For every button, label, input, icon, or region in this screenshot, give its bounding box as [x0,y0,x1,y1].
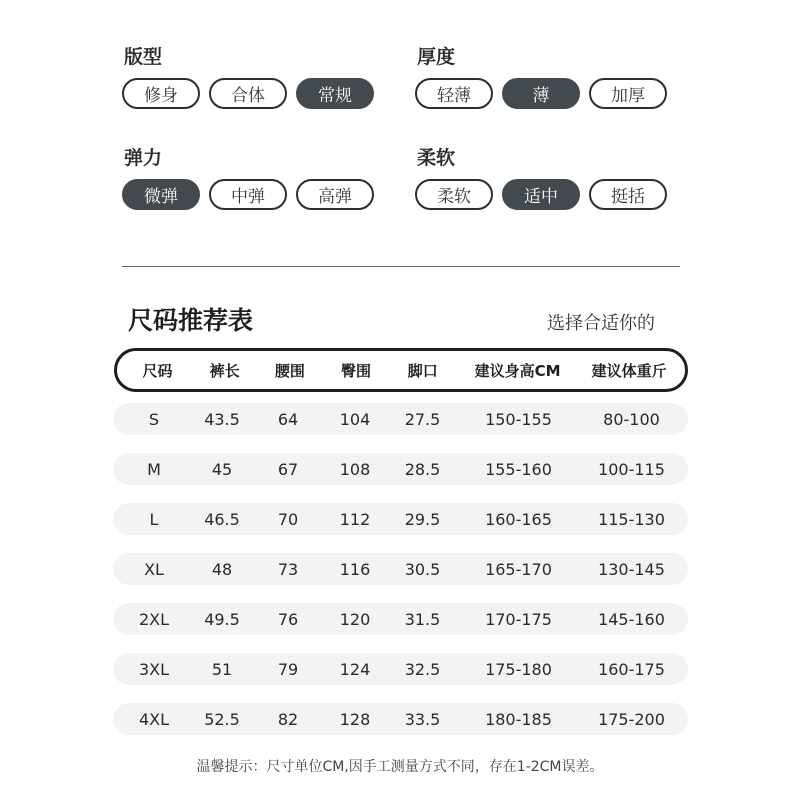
cell-leg-opening: 32.5 [404,659,441,679]
measurement-note: 温馨提示：尺寸单位CM,因手工测量方式不同，存在1-2CM误差。 [196,759,604,775]
cell-length: 49.5 [204,609,240,629]
cell-size: XL [144,559,164,579]
cell-hip: 104 [339,409,371,429]
cell-size: M [147,459,161,479]
header-waist: 腰围 [274,361,305,380]
softness-option-stiff[interactable]: 挺括 [589,179,667,210]
fit-option-regular-fit[interactable]: 合体 [209,78,287,109]
header-length: 裤长 [209,361,240,380]
section-divider [122,266,680,267]
cell-height: 155-160 [485,459,552,479]
table-row [113,403,688,435]
thickness-option-light[interactable]: 轻薄 [415,78,493,109]
table-row [113,703,688,735]
cell-leg-opening: 29.5 [404,509,441,529]
cell-leg-opening: 31.5 [404,609,441,629]
cell-size: 3XL [138,659,170,679]
elasticity-title: 弹力 [124,147,163,169]
cell-length: 43.5 [204,409,240,429]
elasticity-option-medium[interactable]: 中弹 [209,179,287,210]
table-row [113,653,688,685]
header-recommended-height: 建议身高CM [474,361,561,380]
cell-hip: 112 [339,509,371,529]
cell-size: S [148,409,160,429]
cell-waist: 73 [277,559,299,579]
cell-length: 45 [211,459,233,479]
cell-size: 4XL [138,709,170,729]
cell-weight: 100-115 [598,459,665,479]
header-hip: 臀围 [341,361,372,380]
cell-hip: 120 [339,609,371,629]
cell-weight: 145-160 [598,609,665,629]
fit-title: 版型 [124,46,163,68]
cell-length: 52.5 [204,709,240,729]
fit-attribute-group [122,46,374,109]
table-row [113,553,688,585]
cell-waist: 82 [277,709,299,729]
cell-weight: 115-130 [598,509,665,529]
elasticity-option-slight[interactable]: 微弹 [122,179,200,210]
fit-option-slim[interactable]: 修身 [122,78,200,109]
softness-attribute-group [415,147,667,210]
fit-option-standard[interactable]: 常规 [296,78,374,109]
cell-waist: 67 [277,459,299,479]
elasticity-option-high[interactable]: 高弹 [296,179,374,210]
cell-length: 48 [211,559,233,579]
cell-waist: 79 [277,659,299,679]
cell-leg-opening: 27.5 [404,409,441,429]
cell-leg-opening: 28.5 [404,459,441,479]
cell-waist: 64 [277,409,299,429]
thickness-title: 厚度 [417,46,456,68]
cell-height: 170-175 [485,609,552,629]
thickness-option-thin[interactable]: 薄 [502,78,580,109]
cell-length: 46.5 [204,509,240,529]
cell-hip: 108 [339,459,371,479]
cell-hip: 116 [339,559,371,579]
size-chart-subtitle: 选择合适你的 [547,313,655,334]
header-leg-opening: 脚口 [407,361,438,380]
cell-size: L [149,509,159,529]
elasticity-attribute-group [122,147,374,210]
softness-option-moderate[interactable]: 适中 [502,179,580,210]
table-row [113,453,688,485]
cell-weight: 80-100 [603,409,660,429]
thickness-attribute-group [415,46,667,109]
size-chart-title: 尺码推荐表 [128,306,254,335]
cell-waist: 70 [277,509,299,529]
cell-height: 165-170 [485,559,552,579]
table-row [113,503,688,535]
softness-option-soft[interactable]: 柔软 [415,179,493,210]
table-row [113,603,688,635]
cell-weight: 130-145 [598,559,665,579]
softness-title: 柔软 [417,147,456,169]
cell-hip: 128 [339,709,371,729]
thickness-option-thick[interactable]: 加厚 [589,78,667,109]
size-table-header [114,348,688,392]
cell-leg-opening: 30.5 [404,559,441,579]
cell-length: 51 [211,659,233,679]
cell-height: 150-155 [485,409,552,429]
cell-height: 175-180 [485,659,552,679]
cell-leg-opening: 33.5 [404,709,441,729]
cell-size: 2XL [138,609,170,629]
cell-height: 180-185 [485,709,552,729]
cell-weight: 175-200 [598,709,665,729]
header-size: 尺码 [142,361,173,380]
header-recommended-weight: 建议体重斤 [591,361,667,380]
cell-hip: 124 [339,659,371,679]
cell-weight: 160-175 [598,659,665,679]
cell-waist: 76 [277,609,299,629]
cell-height: 160-165 [485,509,552,529]
